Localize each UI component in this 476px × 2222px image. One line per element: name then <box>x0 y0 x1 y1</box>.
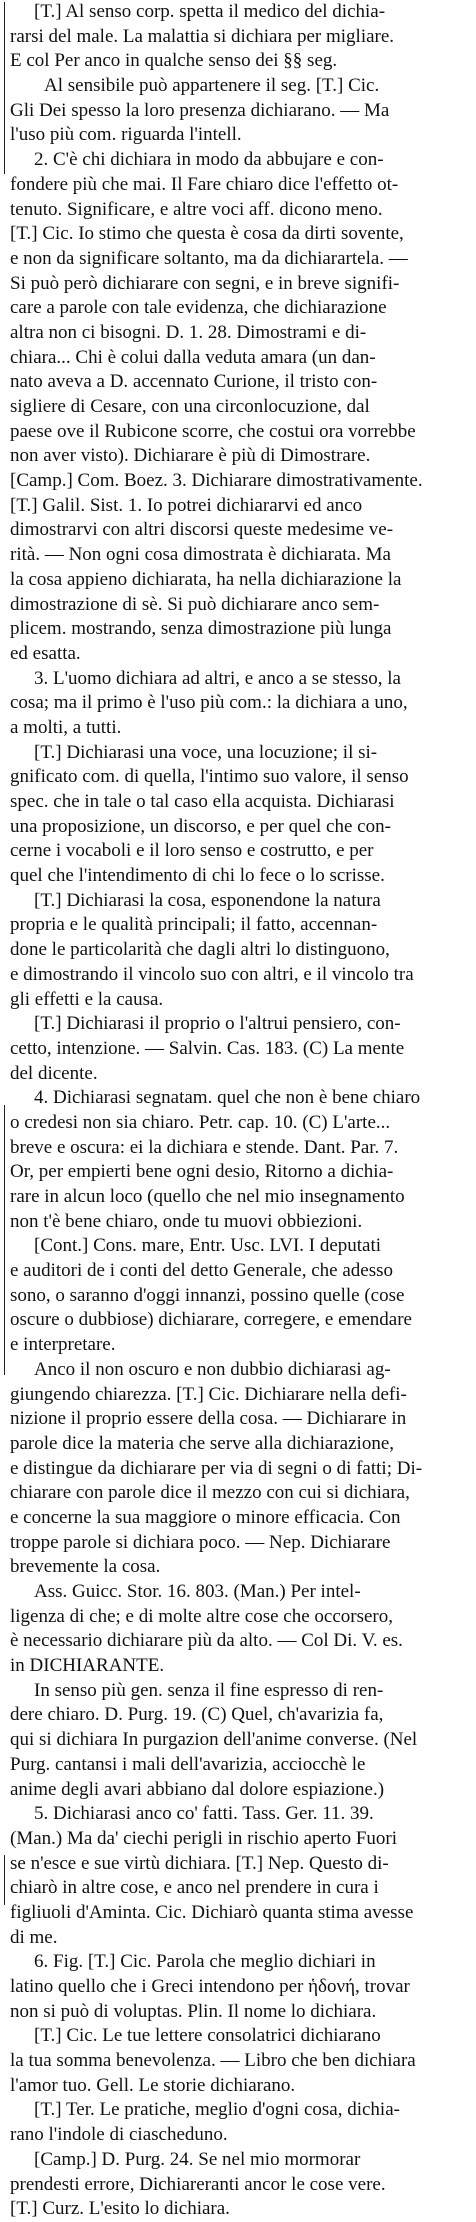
text-line: spec. che in tale o tal caso ella acquista. Dichiarasi <box>10 791 395 812</box>
text-line: [T.] Curz. L'esito lo dichiara. <box>10 2198 230 2220</box>
text-line: non aver visto). Dichiarare è più di Dimostrare. <box>10 445 371 467</box>
text-line: quel che l'intendimento di chi lo fece o lo scrisse. <box>10 865 385 887</box>
text-line: figliuoli d'Aminta. Cic. Dichiarò quanta stima avesse <box>10 1901 414 1923</box>
text-line: chiarare con parole dice il mezzo con cui si dichiara, <box>10 1482 410 1504</box>
text-line: [T.] Dichiarasi il proprio o l'altrui pensiero, con- <box>34 1013 401 1035</box>
text-line: di me. <box>10 1926 58 1948</box>
text-line: oscure o dubbiose) dichiarare, corregere, e emendare <box>10 1309 412 1331</box>
text-line: e interpretare. <box>10 1334 116 1356</box>
text-line: (Man.) Ma da' ciechi perigli in rischio aperto Fuori <box>10 1827 398 1849</box>
text-line: rare in alcun loco (quello che nel mio insegnamento <box>10 1186 405 1207</box>
text-line: [T.] Cic. Io stimo che questa è cosa da dirti sovente, <box>10 223 404 245</box>
text-line: e auditori de i conti del detto Generale, che adesso <box>10 1260 394 1282</box>
text-line: anime degli avari abbiano dal dolore espiazione.) <box>10 1778 385 1800</box>
text-line: e non da significare soltanto, ma da dichiarartela. — <box>10 247 408 269</box>
text-line: rano l'indole di ciascheduno. <box>10 2124 228 2146</box>
text-line: [Camp.] Com. Boez. 3. Dichiarare dimostrativamente. <box>10 470 423 492</box>
text-line: cetto, intenzione. — Salvin. Cas. 183. (C) La mente <box>10 1037 405 1059</box>
text-line: cosa; ma il primo è l'uso più com.: la dichiara a uno, <box>10 692 408 714</box>
text-line: 4. Dichiarasi segnatam. quel che non è bene chiaro <box>34 1087 421 1109</box>
text-line: e concerne la sua maggiore o minore efficacia. Con <box>10 1506 401 1528</box>
text-line: dimostrarvi con altri discorsi queste medesime ve- <box>10 519 394 541</box>
text-line: brevemente la cosa. <box>10 1556 161 1578</box>
text-line: 2. C'è chi dichiara in modo da abbujare e con- <box>34 149 384 171</box>
margin-rule <box>4 1105 5 1375</box>
text-line: in DICHIARANTE. <box>10 1655 165 1677</box>
text-line: propria e le qualità principali; il fatto, accennan- <box>10 914 378 936</box>
text-line: a molti, a tutti. <box>10 716 122 738</box>
text-line: prendesti errore, Dichiareranti ancor le cose vere. <box>10 2173 386 2195</box>
margin-rule <box>4 1855 5 1905</box>
text-line: dere chiaro. D. Purg. 19. (C) Quel, ch'avarizia fa, <box>10 1704 384 1726</box>
text-line: gli effetti e la causa. <box>10 988 164 1010</box>
text-line: Purg. cantansi i mali dell'avarizia, acciocchè le <box>10 1753 366 1775</box>
text-line: sigliere di Cesare, con una circonlocuzione, dal <box>10 396 370 417</box>
text-line: latino quello che i Greci intendono per ἡδονή, trovar <box>10 1976 410 1997</box>
text-line: [T.] Ter. Le pratiche, meglio d'ogni cosa, dichia- <box>34 2099 400 2121</box>
text-line: del dicente. <box>10 1062 98 1084</box>
text-line: parole dice la materia che serve alla dichiarazione, <box>10 1432 394 1454</box>
text-line: o credesi non sia chiaro. Petr. cap. 10. (C) L'arte... <box>10 1111 391 1133</box>
text-line: [T.] Dichiarasi una voce, una locuzione; il si- <box>34 741 378 763</box>
text-line: paese ove il Rubicone scorre, che costui ora vorrebbe <box>10 420 416 442</box>
text-line: giungendo chiarezza. [T.] Cic. Dichiarare nella defi- <box>10 1383 407 1405</box>
text-line: Si può però dichiarare con segni, e in breve signifi- <box>10 272 400 294</box>
text-line: ligenza di che; e di molte altre cose che occorsero, <box>10 1605 393 1627</box>
text-line: gnificato com. di quella, l'intimo suo valore, il senso <box>10 766 409 788</box>
text-line: Gli Dei spesso la loro presenza dichiarano. — Ma <box>10 99 390 121</box>
text-line: breve e oscura: ei la dichiara e stende. Dant. Par. 7. <box>10 1136 399 1158</box>
margin-rule <box>4 2 5 174</box>
text-line: [Camp.] D. Purg. 24. Se nel mio mormorar <box>34 2148 361 2170</box>
text-line: [Cont.] Cons. mare, Entr. Usc. LVI. I deputati <box>34 1235 382 1257</box>
text-line: [T.] Galil. Sist. 1. Io potrei dichiararvi ed anco <box>10 494 363 516</box>
text-line: care a parole con tale evidenza, che dichiarazione <box>10 297 387 319</box>
text-line: troppe parole si dichiara poco. — Nep. Dichiarare <box>10 1531 391 1553</box>
text-line: non si può di voluptas. Plin. Il nome lo dichiara. <box>10 2000 377 2022</box>
text-line: è necessario dichiarare più da alto. — Col Di. V. es. <box>10 1630 403 1652</box>
text-line: done le particolarità che dagli altri lo distinguono, <box>10 939 390 961</box>
text-line: Anco il non oscuro e non dubbio dichiarasi ag- <box>34 1358 391 1380</box>
text-line: tenuto. Significare, e altre voci aff. dicono meno. <box>10 198 383 220</box>
text-line: qui si dichiara In purgazion dell'anime converse. (Nel <box>10 1729 418 1751</box>
text-line: se n'esce e sue virtù dichiara. [T.] Nep. Questo di- <box>10 1852 389 1874</box>
text-line: fondere più che mai. Il Fare chiaro dice l'effetto ot- <box>10 173 399 195</box>
text-line: In senso più gen. senza il fine espresso di ren- <box>34 1679 384 1701</box>
text-line: plicem. mostrando, senza dimostrazione più lunga <box>10 618 392 640</box>
text-line: 5. Dichiarasi anco co' fatti. Tass. Ger. 11. 39. <box>34 1803 374 1825</box>
text-line: ed esatta. <box>10 642 81 664</box>
text-line: nizione il proprio essere della cosa. — Dichiarare in <box>10 1408 407 1430</box>
text-line: non t'è bene chiaro, onde tu muovi obbiezioni. <box>10 1210 363 1232</box>
text-line: dimostrazione di sè. Si può dichiarare anco sem- <box>10 593 380 615</box>
text-line: Or, per empierti bene ogni desio, Ritorno a dichia- <box>10 1161 394 1183</box>
text-line: l'uso più com. riguarda l'intell. <box>10 124 242 146</box>
text-line: una proposizione, un discorso, e per quel che con- <box>10 815 391 837</box>
text-line: e dimostrando il vincolo suo con altri, e il vincolo tra <box>10 963 414 985</box>
text-line: e distingue da dichiarare per via di segni o di fatti; Di- <box>10 1457 423 1479</box>
text-line: 3. L'uomo dichiara ad altri, e anco a se stesso, la <box>34 667 401 689</box>
text-line: rità. — Non ogni cosa dimostrata è dichiarata. Ma <box>10 544 391 566</box>
text-line: la tua somma benevolenza. — Libro che ben dichiara <box>10 2050 416 2072</box>
text-line: la cosa appieno dichiarata, ha nella dichiarazione la <box>10 568 402 590</box>
text-line: 6. Fig. [T.] Cic. Parola che meglio dichiari in <box>34 1951 376 1973</box>
text-line: Al sensibile può appartenere il seg. [T.] Cic. <box>44 75 380 97</box>
text-line: nato aveva a D. accennato Curione, il tristo con- <box>10 371 378 393</box>
text-line: E col Per anco in qualche senso dei §§ seg. <box>10 50 338 72</box>
text-line: rarsi del male. La malattia si dichiara per migliare. <box>10 25 395 47</box>
text-line: cerne i vocaboli e il loro senso e costrutto, e per <box>10 840 374 862</box>
text-line: l'amor tuo. Gell. Le storie dichiarano. <box>10 2074 296 2096</box>
text-line: [T.] Al senso corp. spetta il medico del dichia- <box>34 1 386 22</box>
text-line: altra non ci bisogni. D. 1. 28. Dimostrami e di- <box>10 321 367 343</box>
text-line: chiara... Chi è colui dalla veduta amara (un dan- <box>10 346 376 368</box>
text-line: chiarò in altre cose, e anco nel prendere in cura i <box>10 1877 379 1899</box>
text-line: [T.] Cic. Le tue lettere consolatrici dichiarano <box>34 2025 381 2047</box>
text-line: [T.] Dichiarasi la cosa, esponendone la natura <box>34 889 381 911</box>
text-line: sono, o saranno d'oggi innanzi, possino quelle (cose <box>10 1284 405 1306</box>
text-line: Ass. Guicc. Stor. 16. 803. (Man.) Per intel- <box>34 1581 361 1602</box>
